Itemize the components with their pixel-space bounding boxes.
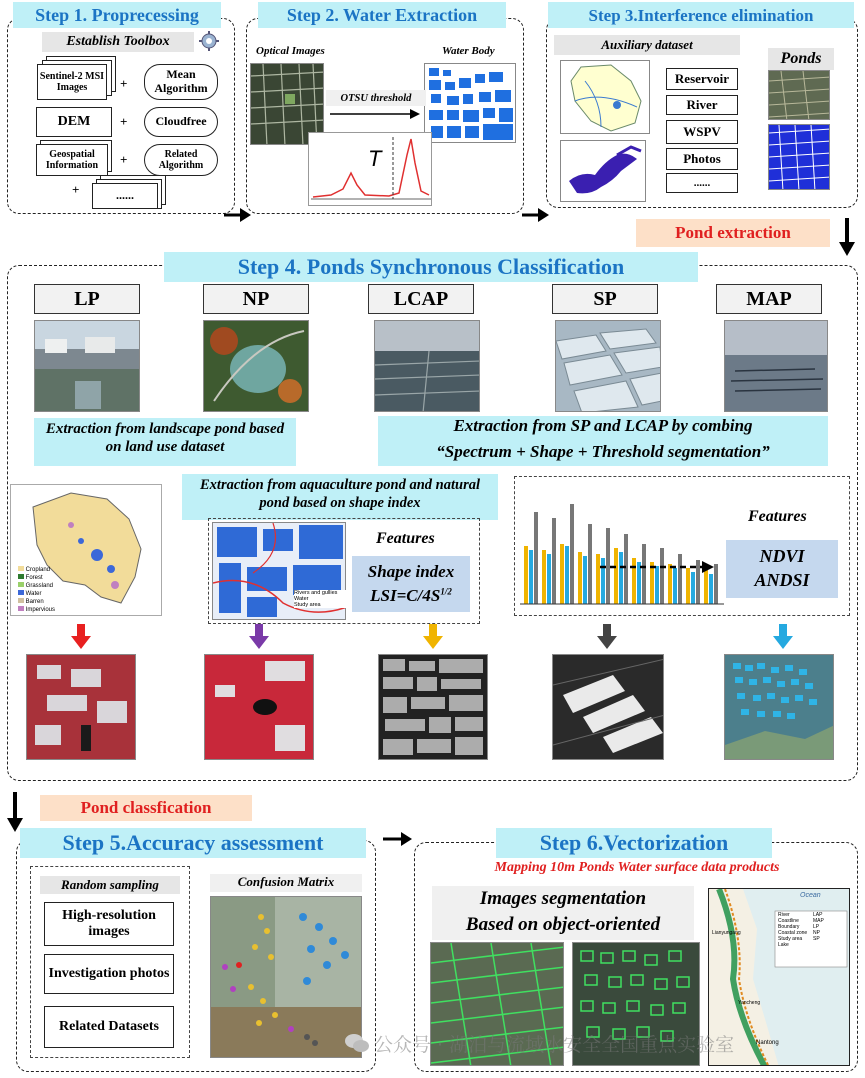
- spectral-bar: [570, 504, 574, 604]
- down-arrow-blue-icon: [772, 624, 794, 655]
- map-result-image: [724, 654, 834, 760]
- spectral-bar: [542, 550, 546, 604]
- map-legend-lap: LAP: [813, 912, 823, 918]
- right-arrow-icon: [330, 107, 420, 125]
- lp-result-image: [26, 654, 136, 760]
- algo-mean: Mean Algorithm: [144, 64, 218, 100]
- sp-photo: [555, 320, 661, 412]
- pond-type-lp: LP: [34, 284, 140, 314]
- input-sentinel: Sentinel-2 MSI Images: [37, 64, 107, 100]
- map-legend-coastline: Coastline: [778, 918, 799, 924]
- lp-photo: [34, 320, 140, 412]
- watermark-text: 公众号 · 湖泊与流域水安全全国重点实验室: [374, 1034, 735, 1056]
- map-place-lianyungang: Lianyungang: [712, 930, 741, 936]
- product-map-legend: [778, 912, 846, 948]
- legend-water: Water: [25, 591, 42, 597]
- feature-andsi: ANDSI: [754, 570, 810, 590]
- pond-type-map: MAP: [716, 284, 822, 314]
- map-legend-coastal-zone: Coastal zone: [778, 930, 808, 936]
- spectral-bar: [547, 554, 551, 604]
- feature-ndvi: NDVI: [759, 546, 805, 566]
- step2-title: Step 2. Water Extraction: [258, 2, 506, 28]
- aux-map-2: [560, 140, 646, 202]
- map-legend-np: NP: [813, 930, 820, 936]
- legend-grassland: Grassland: [25, 583, 54, 589]
- shape-index-label: Shape index: [367, 562, 455, 581]
- algo-related: Related Algorithm: [144, 144, 218, 176]
- spectral-bar: [529, 550, 533, 604]
- np-photo: [203, 320, 309, 412]
- legend-impervious: Impervious: [25, 607, 56, 613]
- ponds-mask-image: [768, 124, 830, 190]
- spectral-bar: [565, 546, 569, 604]
- sp-lcap-method-line1: Extraction from SP and LCAP by combing: [453, 416, 753, 435]
- step1-title: Step 1. Proprecessing: [13, 2, 221, 28]
- spectral-bar: [588, 524, 592, 604]
- plus-sign: +: [120, 114, 128, 129]
- spectral-bar: [578, 552, 582, 604]
- np-legend-water: Water: [294, 596, 309, 602]
- lp-method-text: Extraction from landscape pond based on land use dataset: [45, 421, 285, 455]
- toolbox-title: Establish Toolbox: [42, 32, 194, 52]
- step6-title: Step 6.Vectorization: [496, 828, 772, 858]
- down-arrow-red-icon: [70, 624, 92, 655]
- legend-forest: Forest: [25, 575, 43, 581]
- spectral-features-label: Features: [748, 508, 807, 525]
- np-result-image: [204, 654, 314, 760]
- input-geospatial: Geospatial Information: [36, 144, 108, 176]
- plus-sign: +: [72, 182, 80, 197]
- confusion-matrix-map: [210, 896, 362, 1058]
- map-legend-lp: LP: [813, 924, 820, 930]
- confusion-matrix-title: Confusion Matrix: [210, 874, 362, 892]
- map-legend-river: River: [778, 912, 790, 918]
- map-place-yancheng: Yancheng: [738, 1000, 761, 1006]
- np-method-text: Extraction from aquaculture pond and natural pond based on shape index: [200, 477, 480, 512]
- np-legend-rivers: Rivers and gullies: [294, 590, 338, 596]
- aux-item-river: River: [666, 95, 738, 115]
- map-place-nantong: Nantong: [756, 1040, 779, 1046]
- right-arrow-icon: [522, 206, 550, 229]
- map-legend-map: MAP: [813, 918, 824, 924]
- spectral-bar: [552, 518, 556, 604]
- plus-sign: +: [120, 152, 128, 167]
- spectral-bar: [534, 512, 538, 604]
- dashed-arrow-icon: [600, 560, 716, 579]
- lsi-formula-text: LSI=C/4S: [370, 586, 441, 605]
- lsi-exponent: 1/2: [440, 586, 452, 597]
- map-legend-lake: Lake: [778, 942, 789, 948]
- pond-type-sp: SP: [552, 284, 658, 314]
- lsi-formula: [352, 586, 470, 606]
- spectral-bar: [583, 556, 587, 604]
- legend-cropland: Cropland: [25, 567, 51, 573]
- down-arrow-gray-icon: [596, 624, 618, 655]
- down-arrow-purple-icon: [248, 624, 270, 655]
- aux-dataset-title: Auxiliary dataset: [554, 35, 740, 55]
- aux-item-reservoir: Reservoir: [666, 68, 738, 90]
- spectral-bar: [524, 546, 528, 604]
- map-photo: [724, 320, 828, 412]
- sp-result-image: [552, 654, 664, 760]
- aux-item-wspv: WSPV: [666, 120, 738, 144]
- pond-type-lcap: LCAP: [368, 284, 474, 314]
- down-arrow-yellow-icon: [422, 624, 444, 655]
- aux-map-1: [560, 60, 650, 134]
- down-arrow-icon: [836, 218, 858, 263]
- water-body-image: [424, 63, 516, 143]
- input-dem: DEM: [36, 107, 112, 137]
- pond-classification-label: Pond classfication: [40, 795, 252, 821]
- step3-title: Step 3.Interference elimination: [548, 2, 854, 28]
- sampling-high-resolution: High-resolution images: [44, 902, 174, 946]
- pond-type-np: NP: [203, 284, 309, 314]
- lcap-photo: [374, 320, 480, 412]
- ponds-image: [768, 70, 830, 120]
- random-sampling-title: Random sampling: [40, 876, 180, 894]
- threshold-symbol: T: [368, 146, 382, 171]
- more-inputs: ......: [92, 183, 158, 209]
- gear-icon: [198, 30, 220, 52]
- optical-images-label: Optical Images: [256, 45, 325, 57]
- step6-subtitle: Mapping 10m Ponds Water surface data products: [494, 860, 780, 875]
- lcap-result-image: [378, 654, 488, 760]
- sampling-investigation: Investigation photos: [44, 954, 174, 994]
- legend-barren: Barren: [25, 599, 44, 605]
- wechat-icon: [344, 1032, 370, 1054]
- map-legend-boundary: Boundary: [778, 924, 800, 930]
- sp-lcap-method-line2: “Spectrum + Shape + Threshold segmentation”: [436, 442, 770, 461]
- map-legend-sp: SP: [813, 936, 820, 942]
- sampling-related-datasets: Related Datasets: [44, 1006, 174, 1048]
- segmentation-title-line2: Based on object-oriented: [465, 914, 661, 935]
- spectral-bar-chart: [518, 482, 726, 612]
- pond-extraction-label: Pond extraction: [636, 219, 830, 247]
- otsu-label: OTSU threshold: [326, 90, 426, 106]
- aux-item-more: ......: [666, 173, 738, 193]
- np-features-label: Features: [376, 530, 435, 547]
- step4-title: Step 4. Ponds Synchronous Classification: [164, 252, 698, 282]
- spectral-bar: [560, 544, 564, 604]
- plus-sign: +: [120, 76, 128, 91]
- aux-item-photos: Photos: [666, 148, 738, 170]
- map-legend-study-area: Study area: [778, 936, 803, 942]
- landuse-legend: [18, 566, 78, 614]
- np-legend: [294, 590, 346, 608]
- np-legend-study: Study area: [294, 602, 321, 608]
- step5-title: Step 5.Accuracy assessment: [20, 828, 366, 858]
- segmentation-title-line1: Images segmentation: [479, 888, 647, 909]
- product-map-ocean-label: Ocean: [800, 892, 821, 899]
- right-arrow-icon: [383, 830, 413, 853]
- water-body-label: Water Body: [442, 45, 495, 57]
- ponds-title: Ponds: [768, 48, 834, 70]
- algo-cloudfree: Cloudfree: [144, 107, 218, 137]
